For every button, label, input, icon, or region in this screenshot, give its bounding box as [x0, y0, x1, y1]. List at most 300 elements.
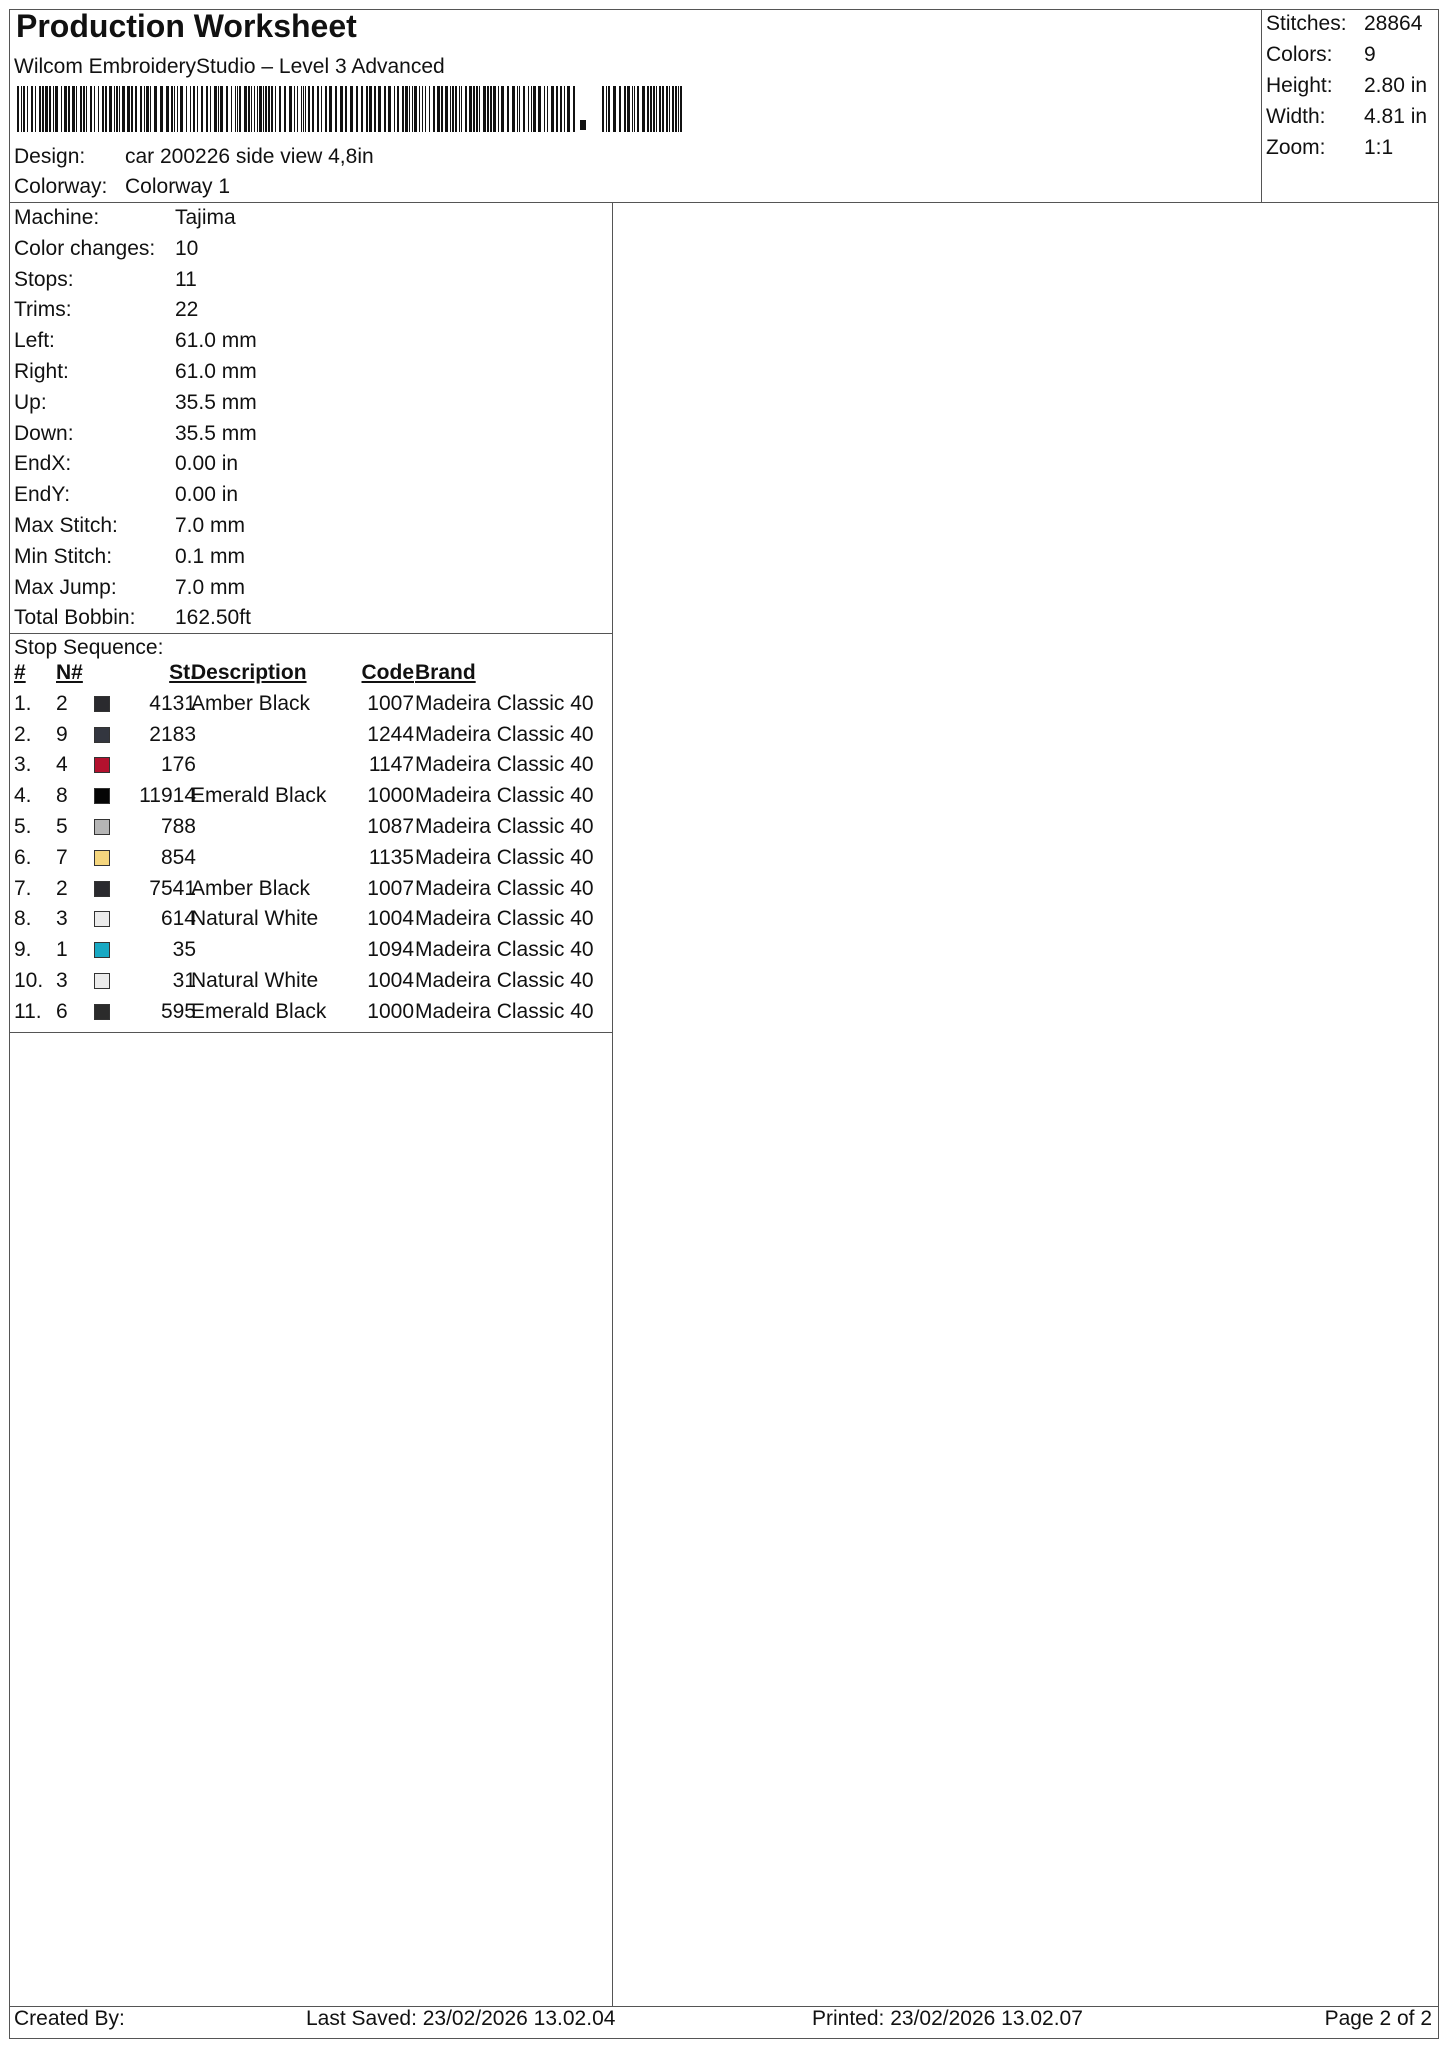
row-stitches: 7541 — [149, 876, 196, 900]
barcode-bar — [356, 86, 358, 132]
row-stitches: 854 — [160, 845, 196, 869]
barcode-bar — [186, 86, 187, 132]
row-brand: Madeira Classic 40 — [415, 969, 594, 992]
created-by: Created By: — [14, 2007, 125, 2030]
stop-sequence-title: Stop Sequence: — [14, 636, 164, 659]
machine-info-row — [14, 298, 604, 326]
barcode-bar — [533, 86, 536, 132]
barcode-bar — [305, 86, 306, 132]
barcode-bar — [450, 86, 451, 132]
barcode-bar — [544, 86, 545, 132]
machine-info-row — [14, 237, 604, 265]
machine-info-label: Stops: — [14, 267, 74, 291]
row-needle: 2 — [56, 876, 68, 900]
row-num: 1. — [14, 691, 32, 715]
row-description: Natural White — [191, 969, 319, 992]
barcode-bar — [321, 86, 322, 132]
barcode-bar — [114, 86, 115, 132]
row-code: 1135 — [368, 845, 414, 869]
barcode-bar — [366, 86, 368, 132]
barcode-bar — [218, 86, 219, 132]
colorway-label: Colorway: — [14, 175, 108, 198]
page-title: Production Worksheet — [16, 8, 357, 44]
barcode-bar — [98, 86, 99, 132]
barcode-bar — [131, 86, 133, 132]
barcode-bar — [135, 86, 137, 132]
barcode-bar — [80, 86, 82, 132]
barcode-bar — [613, 86, 616, 132]
machine-info-value: 61.0 mm — [175, 360, 257, 383]
stop-sequence-divider — [9, 1032, 612, 1033]
barcode-bar — [180, 86, 183, 132]
barcode-bar — [441, 86, 443, 132]
barcode-bar — [662, 86, 664, 132]
machine-info-row — [14, 576, 604, 604]
row-description: Amber Black — [191, 876, 311, 900]
barcode-bar — [308, 86, 310, 132]
barcode-bar — [580, 120, 586, 130]
design-value: car 200226 side view 4,8in — [125, 145, 374, 168]
barcode-bar — [94, 86, 95, 132]
row-code: 1000 — [367, 999, 414, 1023]
machine-info-label: Trims: — [14, 298, 72, 322]
barcode-bar — [455, 86, 457, 132]
barcode-bar — [257, 86, 258, 132]
row-needle: 6 — [56, 999, 68, 1023]
machine-info-row — [14, 268, 604, 296]
barcode-bar — [419, 86, 420, 132]
color-swatch — [94, 727, 110, 743]
barcode-bar — [378, 86, 381, 132]
barcode-bar — [271, 86, 273, 132]
machine-info-row — [14, 545, 604, 573]
barcode-bar — [414, 86, 417, 132]
printed-date: Printed: 23/02/2026 13.02.07 — [812, 2007, 1083, 2030]
row-needle: 3 — [56, 969, 68, 992]
barcode-bar — [45, 86, 48, 132]
barcode-bar — [251, 86, 252, 132]
color-swatch — [94, 696, 110, 712]
barcode-bar — [647, 86, 649, 132]
barcode-bar — [312, 86, 314, 132]
row-needle: 2 — [56, 691, 68, 715]
barcode-bar — [39, 86, 41, 132]
machine-info-value: 0.1 mm — [175, 544, 246, 568]
machine-info-row — [14, 329, 604, 357]
table-row — [14, 938, 606, 968]
barcode-bar — [519, 86, 520, 132]
barcode-bar — [144, 86, 145, 132]
barcode-bar — [279, 86, 281, 132]
barcode-bar — [350, 86, 353, 132]
barcode-bar — [301, 86, 302, 132]
barcode-bar — [653, 86, 655, 132]
row-description: Natural White — [191, 907, 319, 931]
barcode-bar — [64, 86, 67, 132]
header-needle: N# — [56, 661, 83, 684]
barcode-bar — [109, 86, 112, 132]
barcode-bar — [425, 86, 426, 132]
stat-label: Width: — [1266, 105, 1326, 128]
row-brand: Madeira Classic 40 — [415, 753, 594, 777]
machine-info-row — [14, 206, 604, 234]
barcode-bar — [606, 86, 607, 132]
barcode-bar — [150, 86, 151, 132]
color-swatch — [94, 757, 110, 773]
barcode-bar — [220, 86, 223, 132]
row-stitches: 614 — [160, 907, 196, 931]
barcode-bar — [244, 86, 247, 132]
barcode-bar — [608, 86, 610, 132]
machine-info-label: Min Stitch: — [14, 544, 113, 568]
row-code: 1147 — [368, 753, 414, 777]
stat-label: Colors: — [1266, 43, 1333, 66]
machine-info-label: Color changes: — [14, 236, 156, 260]
stat-value: 4.81 in — [1364, 105, 1428, 128]
color-swatch — [94, 881, 110, 897]
barcode-bar — [17, 86, 19, 132]
header-stitches: St. — [169, 661, 196, 684]
barcode-bar — [397, 86, 399, 132]
barcode-bar — [268, 86, 270, 132]
machine-info-value: 61.0 mm — [175, 329, 257, 353]
barcode-bar — [490, 86, 492, 132]
barcode-bar — [53, 86, 54, 132]
barcode-bar — [177, 86, 178, 132]
row-code: 1004 — [367, 969, 414, 992]
barcode-bar — [105, 86, 107, 132]
row-needle: 9 — [56, 722, 68, 746]
barcode-bar — [507, 86, 509, 132]
machine-info-label: EndY: — [14, 483, 71, 507]
color-swatch — [94, 819, 110, 835]
row-code: 1007 — [367, 876, 414, 900]
row-num: 6. — [14, 845, 32, 869]
design-stats — [1266, 12, 1436, 198]
machine-info-value: 7.0 mm — [175, 514, 246, 537]
barcode-bar — [672, 86, 674, 132]
table-row — [14, 753, 606, 783]
machine-info-value: 35.5 mm — [175, 421, 257, 445]
stat-row — [1266, 12, 1436, 42]
barcode-bar — [412, 86, 413, 132]
barcode-bar — [317, 86, 319, 132]
row-brand: Madeira Classic 40 — [415, 691, 594, 715]
barcode-bar — [174, 86, 175, 132]
barcode-bar — [23, 86, 25, 132]
barcode-bar — [493, 86, 496, 132]
barcode-bar — [146, 86, 149, 132]
table-row — [14, 969, 606, 999]
stat-row — [1266, 136, 1436, 166]
barcode-bar — [190, 86, 191, 132]
barcode-bar — [461, 86, 462, 132]
barcode-bar — [567, 86, 570, 132]
barcode-bar — [90, 86, 92, 132]
barcode-bar — [512, 86, 515, 132]
barcode-bar — [289, 86, 292, 132]
machine-info — [14, 206, 609, 631]
table-row — [14, 907, 606, 937]
barcode-bar — [523, 86, 525, 132]
barcode-bar — [627, 86, 630, 132]
row-stitches: 4131 — [149, 691, 196, 715]
header-brand: Brand — [415, 661, 476, 684]
machine-info-row — [14, 360, 604, 388]
stat-label: Zoom: — [1266, 136, 1326, 159]
barcode-bar — [171, 86, 173, 132]
barcode-bar — [201, 86, 203, 132]
machine-info-label: Up: — [14, 390, 47, 414]
barcode-bar — [329, 86, 332, 132]
row-brand: Madeira Classic 40 — [415, 999, 594, 1023]
barcode-bar — [409, 86, 410, 132]
barcode-bar — [116, 86, 118, 132]
stat-value: 9 — [1364, 43, 1376, 66]
row-code: 1087 — [367, 815, 414, 838]
table-row — [14, 877, 606, 907]
table-row — [14, 815, 606, 845]
machine-info-row — [14, 483, 604, 511]
row-brand: Madeira Classic 40 — [415, 938, 594, 962]
software-subtitle: Wilcom EmbroideryStudio – Level 3 Advanced — [14, 55, 445, 78]
row-brand: Madeira Classic 40 — [415, 784, 594, 808]
stat-row — [1266, 105, 1436, 135]
barcode-bar — [275, 86, 276, 132]
barcode-bar — [528, 86, 529, 132]
machine-info-row — [14, 391, 604, 419]
row-description: Emerald Black — [191, 784, 327, 808]
row-code: 1007 — [367, 691, 414, 715]
barcode-bar — [231, 86, 232, 132]
machine-info-row — [14, 514, 604, 542]
barcode-bar — [325, 86, 327, 132]
barcode-bar — [294, 86, 295, 132]
barcode-bar — [83, 86, 85, 132]
barcode-bar — [538, 86, 541, 132]
machine-info-row — [14, 606, 604, 634]
table-row — [14, 692, 606, 722]
machine-info-label: Total Bobbin: — [14, 606, 136, 630]
barcode-bar — [429, 86, 430, 132]
stat-value: 2.80 in — [1364, 74, 1428, 97]
row-num: 2. — [14, 722, 32, 746]
barcode-bar — [361, 86, 363, 132]
barcode-bar — [433, 86, 435, 132]
barcode-bar — [560, 86, 562, 132]
row-num: 11. — [14, 999, 42, 1023]
barcode-bar — [487, 86, 489, 132]
row-stitches: 788 — [160, 815, 196, 838]
barcode-bar — [669, 86, 670, 132]
barcode-bar — [632, 86, 633, 132]
barcode-bar — [656, 86, 657, 132]
barcode-bar — [388, 86, 391, 132]
barcode-bar — [374, 86, 376, 132]
barcode-bar — [335, 86, 337, 132]
barcode-bar — [140, 86, 142, 132]
row-code: 1004 — [367, 907, 414, 931]
barcode-bar — [239, 86, 241, 132]
barcode-bar — [49, 86, 51, 132]
barcode-bar — [72, 86, 75, 132]
barcode-bar — [119, 86, 120, 132]
barcode-bar — [564, 86, 565, 132]
barcode-bar — [193, 86, 195, 132]
barcode-bar — [122, 86, 125, 132]
row-needle: 8 — [56, 784, 68, 808]
row-brand: Madeira Classic 40 — [415, 907, 594, 931]
machine-info-label: Machine: — [14, 206, 100, 229]
barcode-bar — [21, 86, 22, 132]
barcode-bar — [259, 86, 262, 132]
colorway-field — [14, 175, 614, 203]
barcode-bar — [637, 86, 639, 132]
row-code: 1244 — [367, 722, 414, 746]
barcode-bar — [297, 86, 298, 132]
barcode-bar — [483, 86, 486, 132]
barcode-bar — [369, 86, 372, 132]
row-num: 9. — [14, 938, 32, 962]
barcode-bar — [445, 86, 448, 132]
barcode-bar — [476, 86, 478, 132]
machine-info-label: Down: — [14, 421, 74, 445]
barcode-bar — [263, 86, 264, 132]
page-number: Page 2 of 2 — [1324, 2007, 1432, 2030]
row-num: 8. — [14, 907, 32, 931]
barcode-bar — [27, 86, 28, 132]
stat-row — [1266, 74, 1436, 104]
machine-info-value: 0.00 in — [175, 483, 239, 507]
machine-info-label: Max Stitch: — [14, 514, 118, 537]
table-row — [14, 1000, 606, 1030]
row-description: Amber Black — [191, 691, 311, 715]
barcode-bar — [197, 86, 198, 132]
row-needle: 3 — [56, 907, 68, 931]
barcode-bar — [235, 86, 236, 132]
row-stitches: 176 — [160, 753, 196, 777]
footer-divider — [9, 2006, 1439, 2007]
table-row — [14, 723, 606, 753]
header-num: # — [14, 661, 26, 684]
barcode-bar — [659, 86, 661, 132]
row-needle: 5 — [56, 815, 68, 838]
color-swatch — [94, 973, 110, 989]
barcode-bar — [61, 86, 62, 132]
barcode-bar — [437, 86, 440, 132]
barcode-bar — [31, 86, 33, 132]
barcode-bar — [102, 86, 104, 132]
barcode-bar — [422, 86, 423, 132]
table-header — [14, 661, 606, 691]
color-swatch — [94, 911, 110, 927]
header-code: Code — [361, 661, 414, 684]
table-row — [14, 846, 606, 876]
machine-info-value: 11 — [175, 267, 197, 291]
machine-info-value: 10 — [175, 236, 199, 260]
barcode-bar — [214, 86, 217, 132]
barcode-bar — [465, 86, 467, 132]
machine-info-value: 162.50ft — [175, 606, 251, 630]
row-code: 1000 — [367, 784, 414, 808]
barcode-bar — [166, 86, 169, 132]
row-stitches: 2183 — [149, 722, 196, 746]
barcode-bar — [86, 86, 87, 132]
stat-label: Stitches: — [1266, 12, 1347, 35]
barcode-bar — [531, 86, 532, 132]
barcode-bar — [206, 86, 208, 132]
row-stitches: 31 — [172, 969, 196, 992]
barcode-bar — [678, 86, 679, 132]
row-needle: 7 — [56, 845, 68, 869]
barcode-bar — [55, 86, 58, 132]
barcode-bar — [650, 86, 652, 132]
column-divider — [612, 202, 613, 2006]
barcode-bar — [384, 86, 386, 132]
row-stitches: 35 — [172, 938, 196, 962]
stat-value: 1:1 — [1364, 136, 1394, 159]
machine-info-label: Left: — [14, 329, 55, 353]
machine-info-label: Max Jump: — [14, 575, 117, 599]
row-needle: 4 — [56, 753, 68, 777]
colorway-value: Colorway 1 — [125, 175, 231, 198]
barcode-bar — [254, 86, 255, 132]
design-label: Design: — [14, 145, 86, 168]
row-num: 7. — [14, 876, 32, 900]
barcode-bar — [501, 86, 504, 132]
row-needle: 1 — [56, 938, 68, 962]
stat-label: Height: — [1266, 74, 1333, 97]
barcode-bar — [127, 86, 130, 132]
row-description: Emerald Black — [191, 999, 327, 1023]
barcode-bar — [402, 86, 404, 132]
machine-info-row — [14, 422, 604, 450]
row-num: 3. — [14, 753, 32, 777]
stat-row — [1266, 43, 1436, 73]
barcode-bar — [154, 86, 157, 132]
machine-info-row — [14, 452, 604, 480]
row-brand: Madeira Classic 40 — [415, 815, 594, 838]
machine-info-value: 35.5 mm — [175, 390, 257, 414]
barcode-image — [17, 86, 685, 132]
barcode-bar — [340, 86, 343, 132]
barcode-bar — [237, 86, 238, 132]
design-field — [14, 145, 614, 173]
barcode-bar — [459, 86, 460, 132]
barcode-bar — [556, 86, 558, 132]
color-swatch — [94, 788, 110, 804]
barcode-bar — [473, 86, 475, 132]
barcode-bar — [666, 86, 668, 132]
barcode-bar — [624, 86, 626, 132]
machine-info-label: Right: — [14, 360, 69, 383]
machine-info-value: 0.00 in — [175, 452, 239, 476]
barcode-bar — [452, 86, 454, 132]
barcode-bar — [265, 86, 267, 132]
color-swatch — [94, 942, 110, 958]
stats-divider — [1261, 9, 1262, 202]
barcode-bar — [76, 86, 77, 132]
barcode-bar — [551, 86, 554, 132]
machine-info-value: 7.0 mm — [175, 575, 246, 599]
barcode-bar — [498, 86, 499, 132]
stat-value: 28864 — [1364, 12, 1423, 35]
barcode-bar — [479, 86, 480, 132]
barcode-bar — [42, 86, 44, 132]
row-num: 10. — [14, 969, 44, 992]
barcode-bar — [226, 86, 228, 132]
barcode-bar — [284, 86, 286, 132]
